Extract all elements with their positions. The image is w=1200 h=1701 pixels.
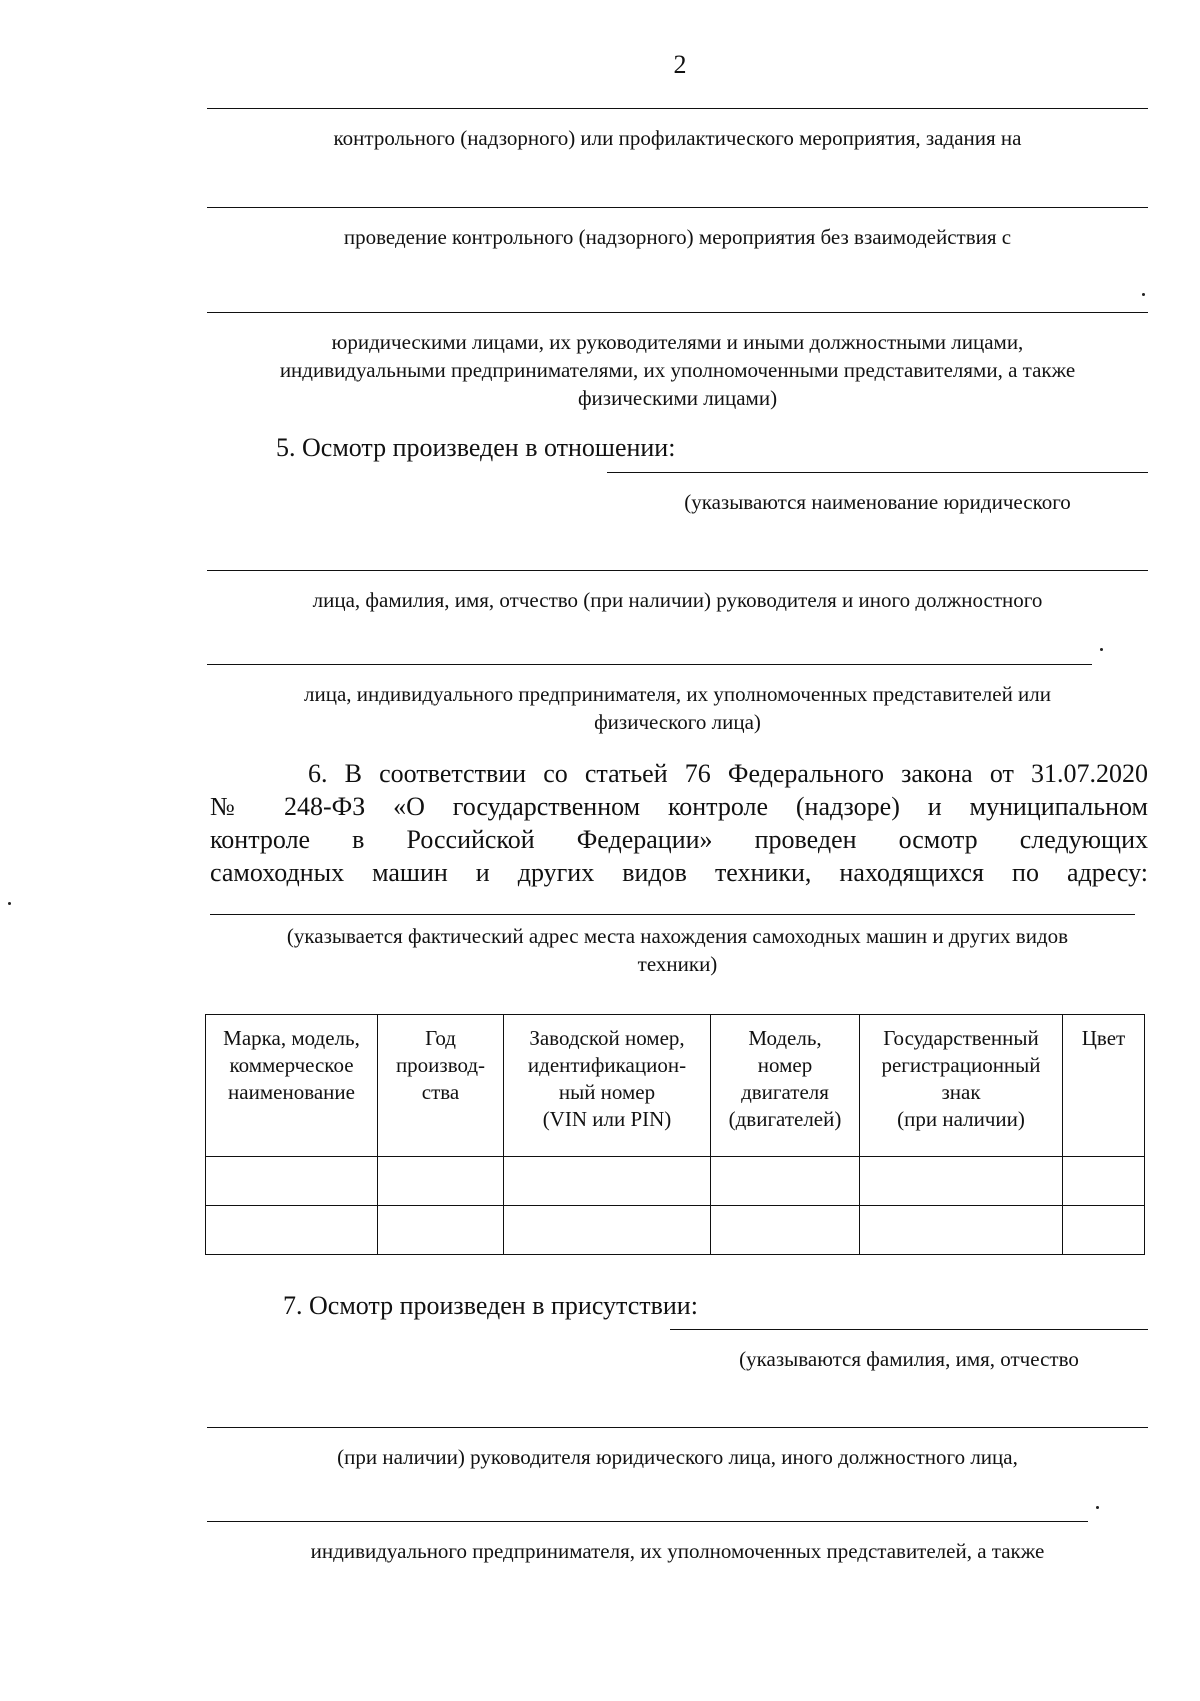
- caption-line: индивидуальными предпринимателями, их уполномоченными представителями, а также: [279, 358, 1076, 382]
- form-fill-line[interactable]: [207, 207, 1148, 208]
- column-header-engine: Модель, номер двигателя (двигателей): [711, 1015, 860, 1157]
- form-fill-line[interactable]: [607, 472, 1148, 473]
- section-5-heading: 5. Осмотр произведен в отношении:: [276, 433, 676, 462]
- column-header-registration-plate: Государственный регистрационный знак (при наличии): [860, 1015, 1063, 1157]
- caption-line: проведение контрольного (надзорного) мероприятия без взаимодействия с: [343, 225, 1012, 249]
- table-cell[interactable]: [860, 1206, 1063, 1255]
- caption-line: физическими лицами): [577, 386, 778, 410]
- table-cell[interactable]: [378, 1157, 504, 1206]
- table-header-row: [206, 1015, 1145, 1157]
- caption-line: (указываются наименование юридического: [684, 490, 1071, 514]
- scan-speck: [1100, 648, 1103, 651]
- table-cell[interactable]: [378, 1206, 504, 1255]
- table-cell[interactable]: [504, 1206, 711, 1255]
- form-fill-line[interactable]: [670, 1329, 1148, 1330]
- page-number: 2: [673, 50, 687, 79]
- form-fill-line[interactable]: [207, 570, 1148, 571]
- form-fill-line[interactable]: [207, 312, 1148, 313]
- table-cell[interactable]: [504, 1157, 711, 1206]
- form-fill-line[interactable]: [207, 1521, 1088, 1522]
- caption-line: юридическими лицами, их руководителями и иными должностными лицами,: [331, 330, 1024, 354]
- equipment-table: [205, 1014, 1145, 1255]
- table-row: [206, 1206, 1145, 1255]
- caption-line: (указываются фамилия, имя, отчество: [739, 1347, 1079, 1371]
- column-header-brand-model: Марка, модель, коммерческое наименование: [206, 1015, 378, 1157]
- caption-line: физического лица): [594, 710, 761, 734]
- table-cell[interactable]: [206, 1157, 378, 1206]
- paragraph-line: самоходных машин и других видов техники, находящихся по адресу:: [210, 858, 1148, 887]
- paragraph-line: контроле в Российской Федерации» проведен осмотр следующих: [210, 825, 1148, 854]
- caption-line: контрольного (надзорного) или профилактического мероприятия, задания на: [333, 126, 1022, 150]
- paragraph-line: 6. В соответствии со статьей 76 Федерального закона от 31.07.2020: [308, 759, 1148, 788]
- table-cell[interactable]: [711, 1206, 860, 1255]
- caption-line: лица, индивидуального предпринимателя, их уполномоченных представителей или: [303, 682, 1052, 706]
- caption-line: (указывается фактический адрес места нахождения самоходных машин и других видов: [286, 924, 1069, 948]
- paragraph-line: № 248-ФЗ «О государственном контроле (надзоре) и муниципальном: [210, 792, 1148, 821]
- caption-line: лица, фамилия, имя, отчество (при наличии) руководителя и иного должностного: [312, 588, 1043, 612]
- column-header-year: Год производ- ства: [378, 1015, 504, 1157]
- table-cell[interactable]: [206, 1206, 378, 1255]
- section-6-paragraph: [210, 757, 1148, 889]
- table-cell[interactable]: [860, 1157, 1063, 1206]
- section-7-heading: 7. Осмотр произведен в присутствии:: [283, 1291, 698, 1320]
- form-fill-line[interactable]: [207, 1427, 1148, 1428]
- form-fill-line[interactable]: [207, 664, 1092, 665]
- form-fill-line[interactable]: [207, 108, 1148, 109]
- caption-line: индивидуального предпринимателя, их уполномоченных представителей, а также: [310, 1539, 1045, 1563]
- form-fill-line[interactable]: [210, 914, 1135, 915]
- caption-line: (при наличии) руководителя юридического лица, иного должностного лица,: [337, 1445, 1018, 1469]
- column-header-color: Цвет: [1063, 1015, 1145, 1157]
- caption-line: техники): [637, 952, 718, 976]
- table-row: [206, 1157, 1145, 1206]
- scan-speck: [8, 902, 11, 905]
- table-cell[interactable]: [711, 1157, 860, 1206]
- table-cell[interactable]: [1063, 1157, 1145, 1206]
- table-cell[interactable]: [1063, 1206, 1145, 1255]
- scan-speck: [1142, 293, 1145, 296]
- column-header-serial-number: Заводской номер, идентификацион- ный номер (VIN или PIN): [504, 1015, 711, 1157]
- scan-speck: [1096, 1506, 1099, 1509]
